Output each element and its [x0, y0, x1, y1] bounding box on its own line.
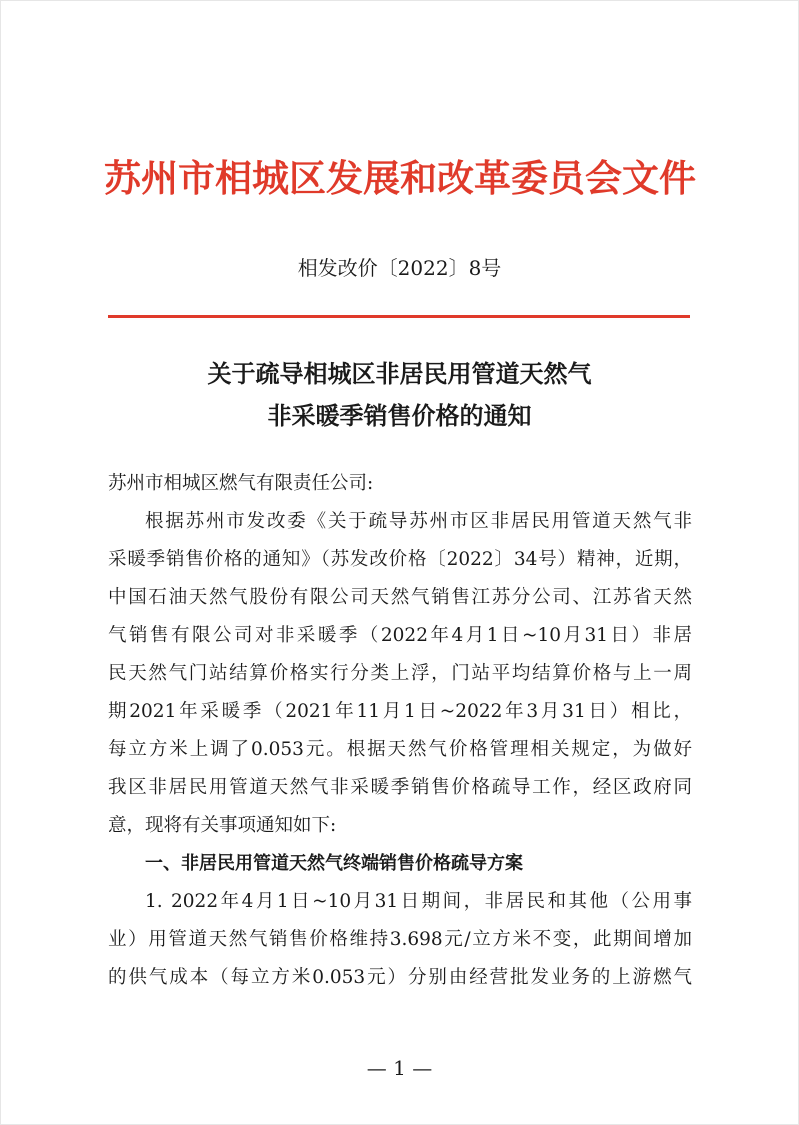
paragraph-line: 我区非居民用管道天然气非采暖季销售价格疏导工作，经区政府同: [108, 777, 692, 798]
paragraph-line: 的供气成本（每立方米0.053元）分别由经营批发业务的上游燃气: [108, 967, 692, 988]
red-divider-line: [108, 315, 690, 318]
section-heading: 一、非居民用管道天然气终端销售价格疏导方案: [145, 853, 523, 874]
notice-title-line-1: 关于疏导相城区非居民用管道天然气: [207, 359, 592, 388]
document-number: 相发改价〔2022〕8号: [297, 256, 502, 280]
paragraph-line: 每立方米上调了0.053元。根据天然气价格管理相关规定，为做好: [108, 739, 692, 760]
paragraph-line: 根据苏州市发改委《关于疏导苏州市区非居民用管道天然气非: [145, 511, 692, 532]
page-number: — 1 —: [366, 1056, 433, 1080]
paragraph-line: 中国石油天然气股份有限公司天然气销售江苏分公司、江苏省天然: [108, 587, 692, 608]
paragraph-line: 1. 2022年4月1日~10月31日期间，非居民和其他（公用事: [145, 891, 692, 912]
paragraph-line: 期2021年采暖季（2021年11月1日~2022年3月31日）相比，: [108, 701, 692, 722]
paragraph-line: 意，现将有关事项通知如下:: [108, 815, 337, 836]
paragraph-line: 民天然气门站结算价格实行分类上浮，门站平均结算价格与上一周: [108, 663, 692, 684]
paragraph-line: 气销售有限公司对非采暖季（2022年4月1日~10月31日）非居: [108, 625, 692, 646]
notice-title-line-2: 非采暖季销售价格的通知: [267, 401, 532, 430]
document-body: [108, 468, 692, 1000]
org-header-title: 苏州市相城区发展和改革委员会文件: [104, 156, 696, 200]
paragraph-line: 采暖季销售价格的通知》（苏发改价格〔2022〕34号）精神，近期，: [108, 549, 692, 570]
addressee: 苏州市相城区燃气有限责任公司:: [108, 473, 374, 494]
paragraph-line: 业）用管道天然气销售价格维持3.698元/立方米不变，此期间增加: [108, 929, 692, 950]
